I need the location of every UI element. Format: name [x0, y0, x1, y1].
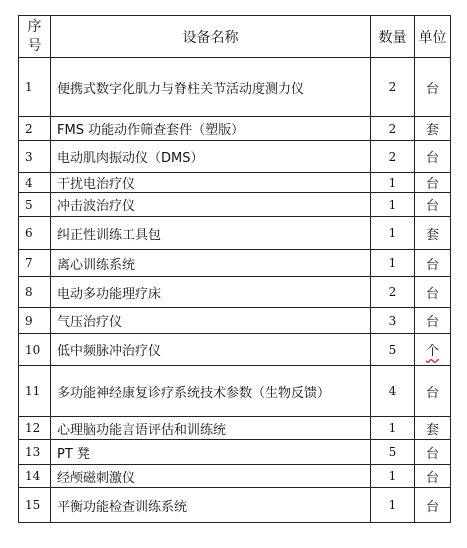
row-number: 6 [19, 217, 51, 250]
table-row [19, 465, 451, 488]
row-number: 3 [19, 141, 51, 173]
unit: 套 [415, 217, 451, 250]
equipment-name: FMS 功能动作筛查套件（塑版） [51, 117, 371, 141]
equipment-name: 纠正性训练工具包 [51, 217, 371, 250]
table-row [19, 308, 451, 334]
unit: 台 [415, 308, 451, 334]
unit-cell [415, 334, 451, 366]
table-row [19, 417, 451, 440]
unit: 个 [425, 344, 439, 359]
row-number: 15 [19, 488, 51, 523]
equipment-name: 电动多功能理疗床 [51, 277, 371, 308]
header-seq [19, 16, 51, 58]
table-row [19, 250, 451, 277]
equipment-name: 离心训练系统 [51, 250, 371, 277]
quantity: 1 [371, 465, 415, 488]
unit: 台 [415, 173, 451, 193]
quantity: 5 [371, 334, 415, 366]
equipment-name: 冲击波治疗仪 [51, 193, 371, 217]
unit: 台 [415, 488, 451, 523]
row-number: 7 [19, 250, 51, 277]
quantity: 1 [371, 250, 415, 277]
quantity: 3 [371, 308, 415, 334]
row-number: 1 [19, 58, 51, 117]
unit: 台 [415, 58, 451, 117]
row-number: 13 [19, 440, 51, 465]
row-number: 12 [19, 417, 51, 440]
unit: 套 [415, 117, 451, 141]
equipment-name: 多功能神经康复诊疗系统技术参数（生物反馈） [51, 366, 371, 417]
unit: 台 [415, 465, 451, 488]
quantity: 1 [371, 417, 415, 440]
table-row [19, 117, 451, 141]
header-qty: 数量 [371, 16, 415, 58]
table-row [19, 173, 451, 193]
quantity: 1 [371, 217, 415, 250]
row-number: 4 [19, 173, 51, 193]
table-row [19, 217, 451, 250]
table-row [19, 141, 451, 173]
quantity: 2 [371, 141, 415, 173]
quantity: 4 [371, 366, 415, 417]
row-number: 14 [19, 465, 51, 488]
equipment-name: 便携式数字化肌力与脊柱关节活动度测力仪 [51, 58, 371, 117]
header-row [19, 16, 451, 58]
quantity: 1 [371, 193, 415, 217]
quantity: 2 [371, 58, 415, 117]
table-row [19, 488, 451, 523]
equipment-name: PT 凳 [51, 440, 371, 465]
equipment-name: 电动肌肉振动仪（DMS） [51, 141, 371, 173]
header-name: 设备名称 [51, 16, 371, 58]
row-number: 5 [19, 193, 51, 217]
unit: 台 [415, 141, 451, 173]
quantity: 2 [371, 277, 415, 308]
quantity: 5 [371, 440, 415, 465]
table-row [19, 440, 451, 465]
unit: 台 [415, 250, 451, 277]
equipment-name: 经颅磁刺激仪 [51, 465, 371, 488]
table-row [19, 366, 451, 417]
row-number: 2 [19, 117, 51, 141]
equipment-name: 心理脑功能言语评估和训练统 [51, 417, 371, 440]
table-row [19, 58, 451, 117]
unit: 台 [415, 440, 451, 465]
unit: 台 [415, 193, 451, 217]
header-seq-line1: 序 [27, 18, 42, 35]
equipment-name: 平衡功能检查训练系统 [51, 488, 371, 523]
quantity: 1 [371, 488, 415, 523]
quantity: 2 [371, 117, 415, 141]
equipment-name: 低中频脉冲治疗仪 [51, 334, 371, 366]
row-number: 10 [19, 334, 51, 366]
unit: 台 [415, 366, 451, 417]
header-seq-line2: 号 [27, 37, 42, 54]
row-number: 11 [19, 366, 51, 417]
row-number: 8 [19, 277, 51, 308]
equipment-name: 气压治疗仪 [51, 308, 371, 334]
equipment-name: 干扰电治疗仪 [51, 173, 371, 193]
table-row [19, 334, 451, 366]
unit: 台 [415, 277, 451, 308]
header-unit: 单位 [415, 16, 451, 58]
equipment-table [18, 15, 451, 523]
row-number: 9 [19, 308, 51, 334]
table-row [19, 193, 451, 217]
unit: 套 [415, 417, 451, 440]
table-row [19, 277, 451, 308]
quantity: 1 [371, 173, 415, 193]
